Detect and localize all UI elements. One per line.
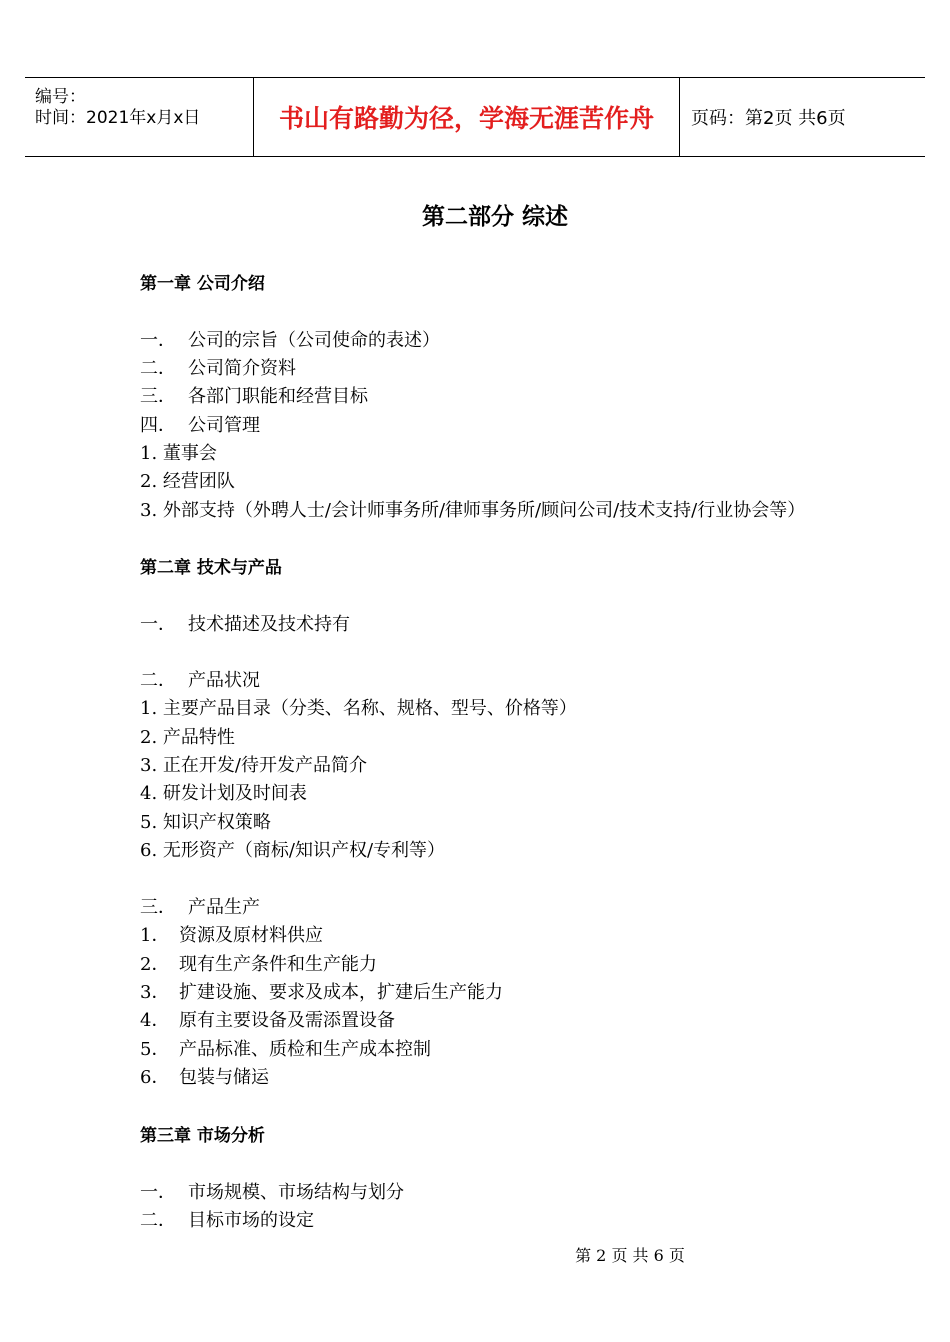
sub-item: 2. 经营团队 <box>140 471 235 492</box>
page-footer: 第 2 页 共 6 页 <box>575 1246 685 1265</box>
page-title: 第二部分 综述 <box>421 204 568 230</box>
sub-item-text: 产品标准、质检和生产成本控制 <box>179 1039 431 1060</box>
header-page-info <box>680 78 925 156</box>
list-item <box>140 414 260 438</box>
list-item <box>140 329 440 353</box>
chapter-heading: 第三章 市场分析 <box>140 1126 265 1146</box>
list-item-number: 四． <box>140 415 176 436</box>
sub-item <box>140 953 377 977</box>
header-motto: 书山有路勤为径，学海无涯苦作舟 <box>254 78 680 156</box>
document-number-label: 编号： <box>35 87 86 107</box>
list-item <box>140 896 260 920</box>
list-item-number: 一． <box>140 614 176 635</box>
page-header <box>25 77 925 157</box>
list-item <box>140 669 260 693</box>
list-item-number: 三． <box>140 386 176 407</box>
list-item-number: 二． <box>140 670 176 691</box>
sub-item <box>140 1038 431 1062</box>
sub-item <box>140 1009 395 1033</box>
sub-item-text: 包装与储运 <box>179 1067 269 1088</box>
sub-item: 1. 董事会 <box>140 443 217 464</box>
list-item-text: 各部门职能和经营目标 <box>188 386 368 407</box>
chapter-heading: 第一章 公司介绍 <box>140 274 265 294</box>
sub-item <box>140 981 503 1005</box>
sub-item-number: 1． <box>140 925 170 946</box>
list-item <box>140 1181 404 1205</box>
sub-item-text: 现有生产条件和生产能力 <box>179 954 377 975</box>
sub-item: 5. 知识产权策略 <box>140 812 271 833</box>
sub-item: 1. 主要产品目录（分类、名称、规格、型号、价格等） <box>140 698 577 719</box>
sub-item: 2. 产品特性 <box>140 727 235 748</box>
list-item-number: 二． <box>140 358 176 379</box>
list-item-text: 产品状况 <box>188 670 260 691</box>
chapter-heading: 第二章 技术与产品 <box>140 558 282 578</box>
list-item <box>140 357 296 381</box>
list-item-number: 一． <box>140 1182 176 1203</box>
sub-item <box>140 924 323 948</box>
sub-item-number: 6． <box>140 1067 170 1088</box>
sub-item-number: 3． <box>140 982 170 1003</box>
sub-item: 6. 无形资产（商标/知识产权/专利等） <box>140 840 446 861</box>
list-item-number: 二． <box>140 1210 176 1231</box>
list-item-text: 公司简介资料 <box>188 358 296 379</box>
list-item-text: 公司管理 <box>188 415 260 436</box>
sub-item-number: 5． <box>140 1039 170 1060</box>
sub-item <box>140 1066 269 1090</box>
list-item-number: 三． <box>140 897 176 918</box>
list-item <box>140 1209 314 1233</box>
list-item-text: 市场规模、市场结构与划分 <box>188 1182 404 1203</box>
sub-item: 3. 外部支持（外聘人士/会计师事务所/律师事务所/顾问公司/技术支持/行业协会等） <box>140 500 806 521</box>
sub-item-number: 4． <box>140 1010 170 1031</box>
header-left-cell <box>25 78 254 156</box>
list-item-number: 一． <box>140 330 176 351</box>
list-item <box>140 613 350 637</box>
header-page-info-text: 页码：第2页 共6页 <box>691 108 846 129</box>
sub-item-text: 资源及原材料供应 <box>179 925 323 946</box>
list-item-text: 技术描述及技术持有 <box>188 614 350 635</box>
list-item-text: 公司的宗旨（公司使命的表述） <box>188 330 440 351</box>
sub-item-text: 扩建设施、要求及成本，扩建后生产能力 <box>179 982 503 1003</box>
sub-item: 3. 正在开发/待开发产品简介 <box>140 755 367 776</box>
list-item <box>140 385 368 409</box>
sub-item-text: 原有主要设备及需添置设备 <box>179 1010 395 1031</box>
document-time-label: 时间：2021年x月x日 <box>35 108 201 128</box>
sub-item-number: 2． <box>140 954 170 975</box>
sub-item: 4. 研发计划及时间表 <box>140 783 307 804</box>
list-item-text: 产品生产 <box>188 897 260 918</box>
list-item-text: 目标市场的设定 <box>188 1210 314 1231</box>
